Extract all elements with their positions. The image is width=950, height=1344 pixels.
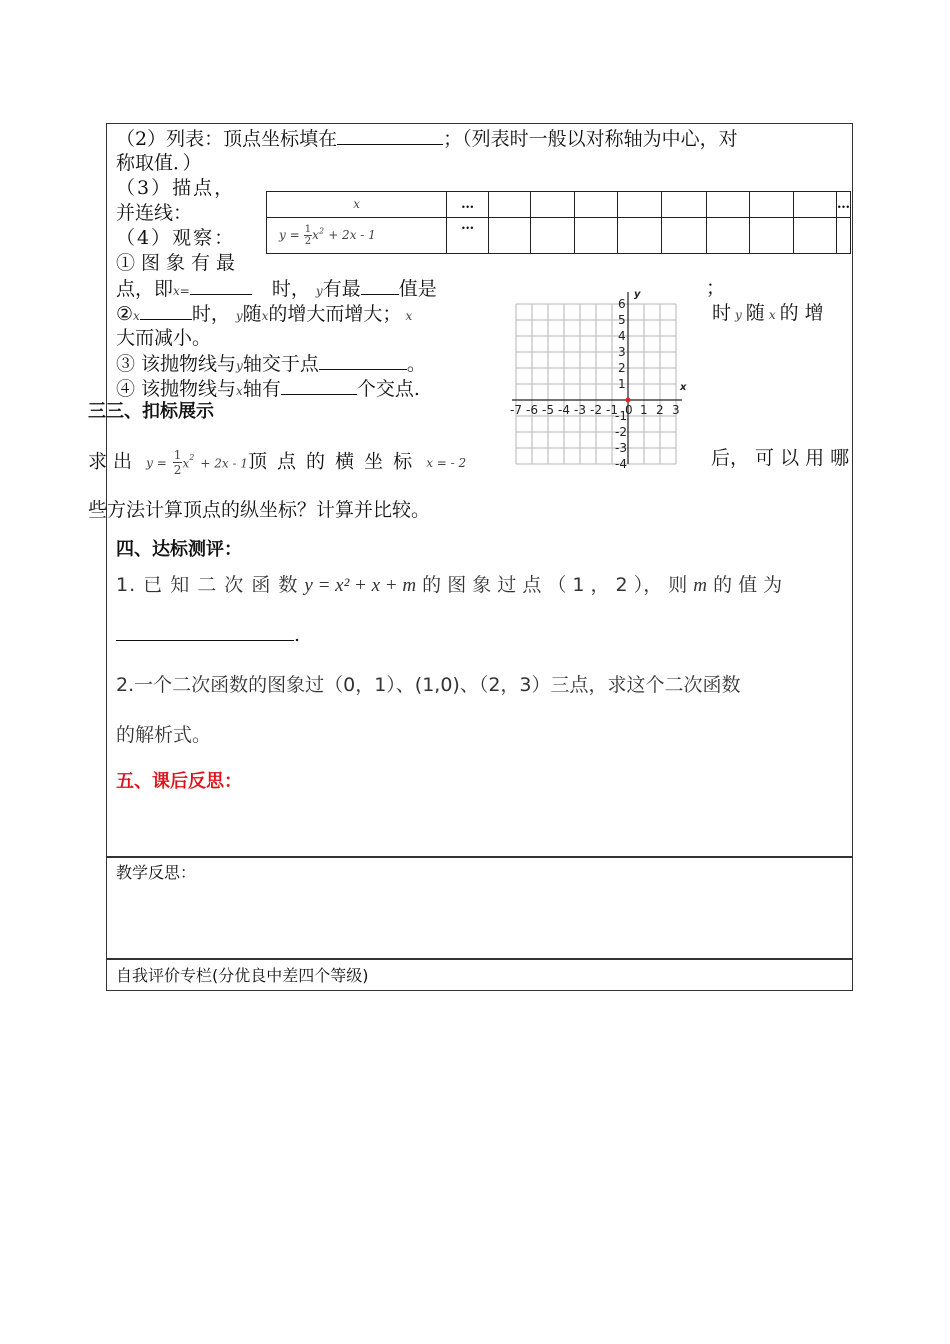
teaching-reflection-label: 教学反思：: [116, 863, 197, 882]
table-cell[interactable]: [793, 192, 836, 218]
q2-line1: 2.一个二次函数的图象过（0，1）、(1,0)、（2，3）三点，求这个二次函数: [116, 674, 741, 696]
obs2-line1: ②x 时， y随x的增大而增大； x: [116, 303, 413, 325]
table-cell[interactable]: [618, 218, 662, 254]
x-row-label: x: [267, 192, 447, 218]
table-cell[interactable]: [662, 218, 706, 254]
table-dots: …: [447, 218, 489, 254]
table-row: [267, 218, 851, 254]
step3-line: （3）描点，: [116, 177, 236, 199]
obs4-line: ④ 该抛物线与x轴有 个交点.: [116, 378, 420, 400]
table-cell[interactable]: [749, 192, 793, 218]
step4-line: （4）观察：: [116, 227, 236, 249]
section4-heading: 四、达标测评：: [116, 539, 242, 560]
y-tick-label: -4: [615, 457, 627, 471]
obs3-blank-point[interactable]: [319, 351, 407, 370]
obs2-right: 时y 随 x 的 增: [712, 302, 824, 324]
x-tick-label: 2: [656, 403, 664, 417]
obs1-line1: ①图象有最: [116, 252, 242, 274]
table-row: [267, 192, 851, 218]
table-cell[interactable]: [837, 218, 851, 254]
x-tick-label: -3: [574, 403, 586, 417]
step2-tail: ；（列表时一般以对称轴为中心，对: [443, 128, 738, 150]
origin-label: 0: [625, 403, 633, 417]
table-cell[interactable]: [793, 218, 836, 254]
y-tick-label: -1: [615, 409, 627, 423]
q1-line: 1. 已 知 二 次 函 数 y = x² + x + m 的 图 象 过 点 （ 1 ， 2 ）， 则 m 的 值 为: [116, 574, 783, 596]
obs1-semicolon: ；: [706, 277, 726, 299]
table-cell[interactable]: [489, 218, 531, 254]
y-tick-label: 2: [618, 361, 626, 375]
y-tick-label: 3: [618, 345, 626, 359]
table-cell[interactable]: [706, 218, 749, 254]
step3-line2: 并连线：: [116, 202, 193, 224]
obs2-blank-increase[interactable]: [140, 301, 192, 320]
table-dots: …: [447, 192, 489, 218]
q1-answer-line: .: [116, 622, 300, 647]
y-tick-label: -2: [615, 425, 627, 439]
origin-dot: [626, 398, 631, 403]
table-cell[interactable]: [662, 192, 706, 218]
value-table: [266, 191, 851, 254]
y-tick-label: 4: [618, 329, 626, 343]
step2-label: （2）列表：顶点坐标填在: [116, 128, 338, 150]
x-tick-label: -1: [606, 403, 618, 417]
x-tick-label: -6: [526, 403, 538, 417]
x-tick-label: 3: [672, 403, 680, 417]
table-dots: …: [837, 192, 851, 218]
section3-line1: 求 出 y = $\frac{1}{2}$ $x^2 + 2x - 1$顶 点 的 横 坐 标 x = - 2: [88, 447, 467, 477]
x-tick-label: -2: [590, 403, 602, 417]
x-tick-label: -4: [558, 403, 570, 417]
obs4-blank-count[interactable]: [281, 376, 357, 395]
obs1-blank-x[interactable]: [190, 276, 252, 295]
table-cell[interactable]: [575, 218, 618, 254]
y-tick-label: 5: [618, 313, 626, 327]
self-eval-label: 自我评价专栏(分优良中差四个等级): [116, 966, 369, 985]
table-cell[interactable]: [489, 192, 531, 218]
x-tick-label: -7: [510, 403, 522, 417]
y-axis-label: y: [634, 289, 641, 300]
table-cell[interactable]: [618, 192, 662, 218]
q2-line2: 的解析式。: [116, 724, 212, 746]
y-row-label: y = $\frac{1}{2}$ $x^2 + 2x - 1$: [267, 218, 447, 254]
y-tick-label: -3: [615, 441, 627, 455]
section5-heading: 五、课后反思：: [116, 771, 242, 792]
obs3-line: ③ 该抛物线与y轴交于点 。: [116, 353, 426, 375]
section3-line1-right: 后， 可 以 用 哪: [711, 447, 850, 469]
table-cell[interactable]: [531, 192, 575, 218]
x-tick-label: 1: [640, 403, 648, 417]
obs2-line2: 大而减小。: [116, 327, 212, 349]
obs1-blank-extreme[interactable]: [361, 276, 399, 295]
vertex-blank[interactable]: [337, 126, 443, 145]
x-tick-label: -5: [542, 403, 554, 417]
reflection-frame: [106, 856, 853, 960]
x-axis-label: x: [680, 382, 687, 393]
coordinate-grid: [510, 289, 692, 471]
step2-line2: 称取值．）: [116, 152, 202, 174]
obs1-line2: 点，即x= 时， y有最 值是: [116, 278, 437, 300]
y-tick-label: 6: [618, 297, 626, 311]
section3-heading: 三三、扣标展示: [88, 401, 214, 422]
table-cell[interactable]: [531, 218, 575, 254]
section3-line2: 些方法计算顶点的纵坐标？计算并比较。: [88, 499, 431, 521]
table-cell[interactable]: [749, 218, 793, 254]
table-cell[interactable]: [706, 192, 749, 218]
q1-blank[interactable]: [116, 622, 294, 641]
y-tick-label: 1: [618, 377, 626, 391]
table-cell[interactable]: [575, 192, 618, 218]
step2-line: [116, 126, 738, 151]
